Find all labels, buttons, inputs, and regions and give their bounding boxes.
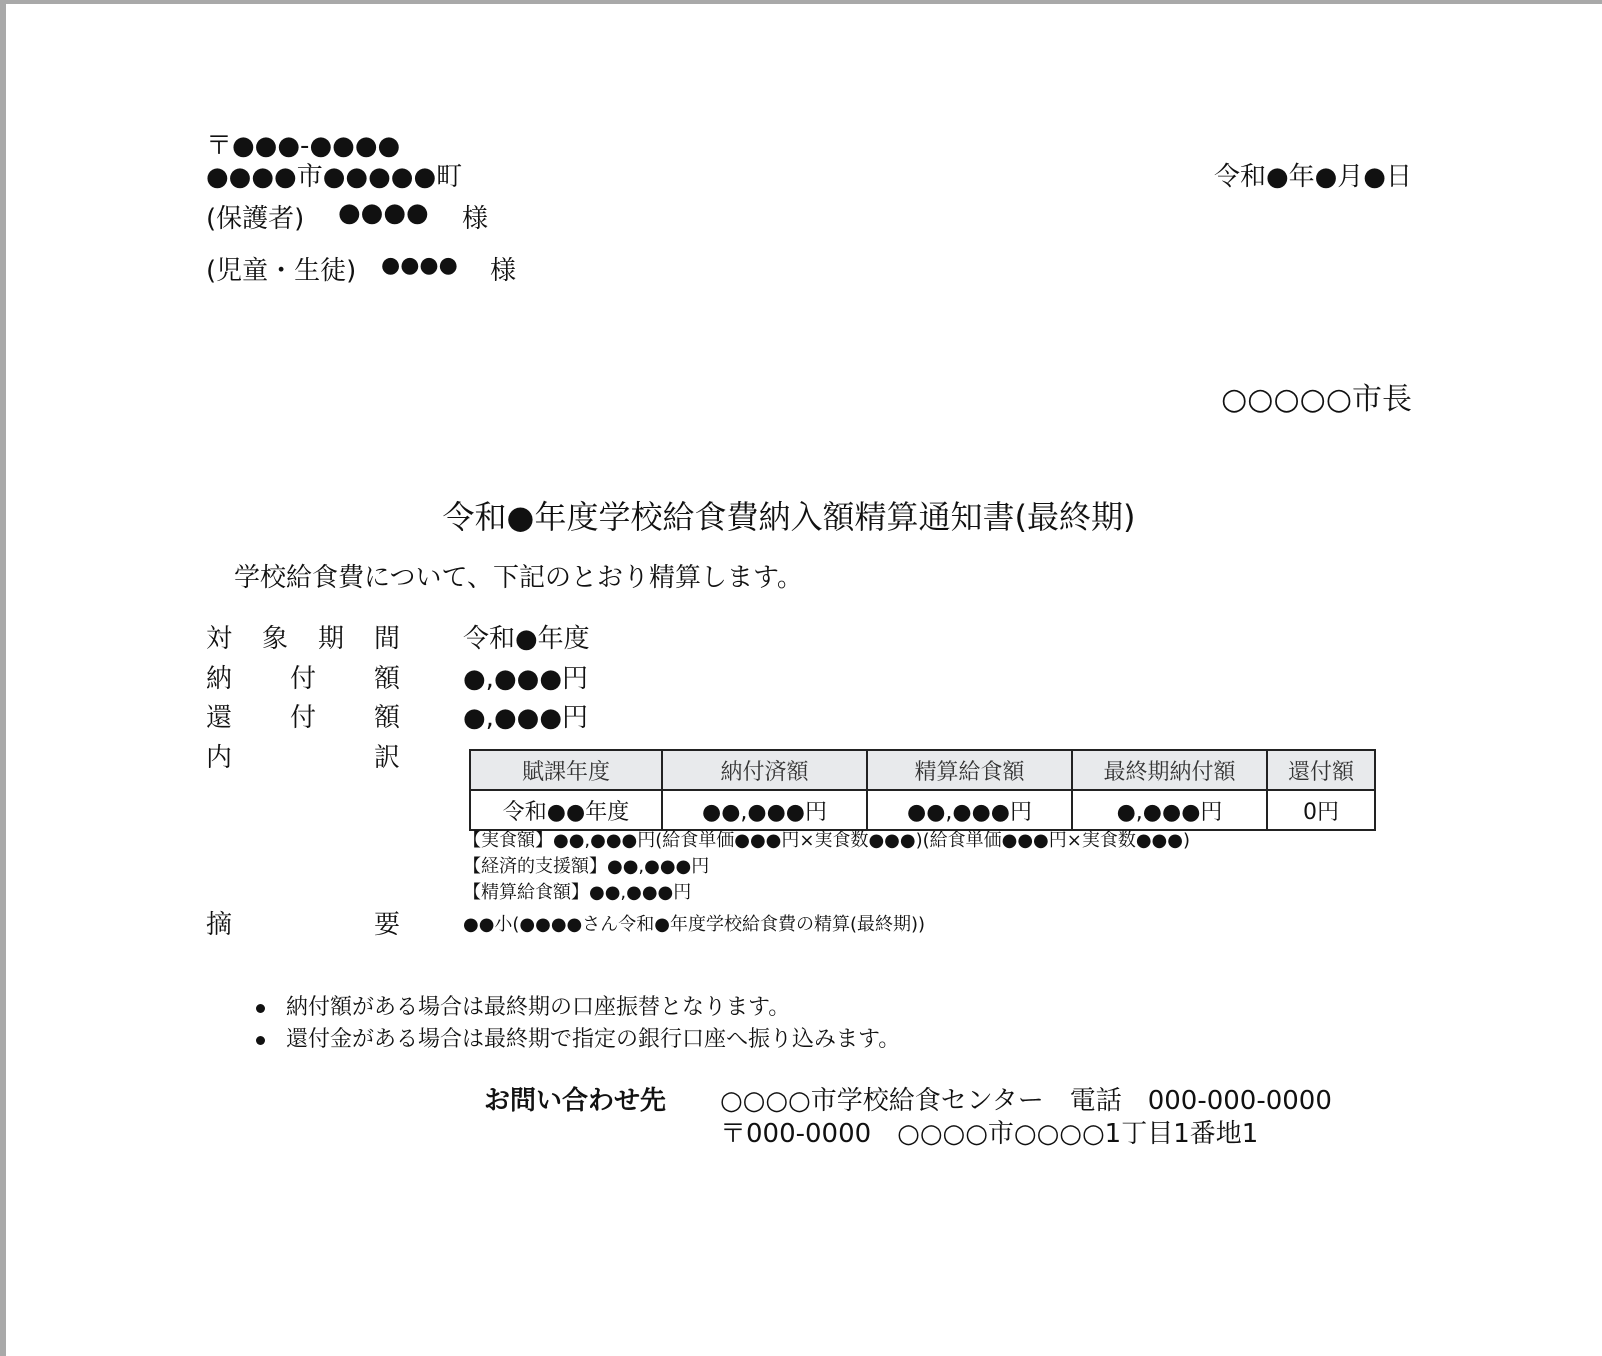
breakdown-header-row bbox=[470, 750, 1375, 790]
header-paid-amount: 納付済額 bbox=[662, 750, 867, 790]
student-label: (児童・生徒) bbox=[206, 256, 357, 286]
guardian-name: ●●●● bbox=[338, 198, 429, 228]
cell-refund: 0円 bbox=[1267, 790, 1375, 830]
guardian-honorific: 様 bbox=[462, 204, 489, 234]
document-page: 〒●●●-●●●● ●●●●市●●●●●町 (保護者) ●●●● 様 (児童・生徒) ●●●● 様 令和●年●月●日 ○○○○○市長 令和●年度学校給食費納入額精算通知書(最終期) 学校給食費について、下記のとおり精算します。 対 象 期 間 令和●年度 納 付 額 ●,●●●円 還 付 額 ●,●●●円 内 訳 賦課年度 納付済額 精算給食額 最終期納付額 還付額 令和●●年度 ●●,●●●円 ●●,●●●円 ●,●●●円 0円 【実食額】●●,●●●円(給食単価●●●円×実食数●●●)(給食単価●●●円×実食数●●●) 【経済的支援額】●●,●●●円 【精算給食額】●●,●●●円 摘 要 ●●小(●●●●さん令和●年度学校給食費の精算(最終期)) 納付額がある場合は最終期の口座振替となります。 還付金がある場合は最終期で指定の銀行口座へ振り込みます。 お問い合わせ先 ○○○○市学校給食センター 電話 000-000-0000 〒000-0000 ○○○○市○○○○1丁目1番地1 bbox=[6, 4, 1602, 1356]
cell-paid-amount: ●●,●●●円 bbox=[662, 790, 867, 830]
note-actual-meal: 【実食額】●●,●●●円(給食単価●●●円×実食数●●●)(給食単価●●●円×実食数●●●) bbox=[463, 830, 1190, 851]
cell-assessment-year: 令和●●年度 bbox=[470, 790, 662, 830]
contact-label: お問い合わせ先 bbox=[484, 1086, 667, 1116]
note-settled-meal: 【精算給食額】●●,●●●円 bbox=[463, 882, 692, 903]
breakdown-table bbox=[469, 749, 1376, 831]
refund-value: ●,●●●円 bbox=[463, 703, 589, 733]
header-settled-meal-amount: 精算給食額 bbox=[867, 750, 1072, 790]
table-row bbox=[470, 790, 1375, 830]
contact-line2: 〒000-0000 ○○○○市○○○○1丁目1番地1 bbox=[720, 1119, 1259, 1149]
notes-list bbox=[256, 992, 900, 1056]
guardian-label: (保護者) bbox=[206, 204, 305, 234]
header-assessment-year: 賦課年度 bbox=[470, 750, 662, 790]
cell-settled-meal-amount: ●●,●●●円 bbox=[867, 790, 1072, 830]
intro-text: 学校給食費について、下記のとおり精算します。 bbox=[234, 563, 803, 593]
payment-value: ●,●●●円 bbox=[463, 664, 589, 694]
header-refund: 還付額 bbox=[1267, 750, 1375, 790]
period-value: 令和●年度 bbox=[463, 624, 590, 654]
recipient-postal: 〒●●●-●●●● bbox=[206, 131, 401, 161]
list-item: 納付額がある場合は最終期の口座振替となります。 bbox=[256, 992, 900, 1024]
student-honorific: 様 bbox=[490, 256, 517, 286]
note-economic-support: 【経済的支援額】●●,●●●円 bbox=[463, 856, 710, 877]
issue-date: 令和●年●月●日 bbox=[1213, 162, 1412, 192]
cell-final-payment: ●,●●●円 bbox=[1072, 790, 1267, 830]
student-name: ●●●● bbox=[381, 253, 458, 278]
recipient-address: ●●●●市●●●●●町 bbox=[206, 162, 463, 192]
document-title: 令和●年度学校給食費納入額精算通知書(最終期) bbox=[442, 498, 1136, 536]
contact-line1: ○○○○市学校給食センター 電話 000-000-0000 bbox=[720, 1086, 1332, 1116]
list-item: 還付金がある場合は最終期で指定の銀行口座へ振り込みます。 bbox=[256, 1024, 900, 1056]
header-final-payment: 最終期納付額 bbox=[1072, 750, 1267, 790]
sender: ○○○○○市長 bbox=[1221, 382, 1412, 417]
summary-value: ●●小(●●●●さん令和●年度学校給食費の精算(最終期)) bbox=[463, 914, 926, 935]
